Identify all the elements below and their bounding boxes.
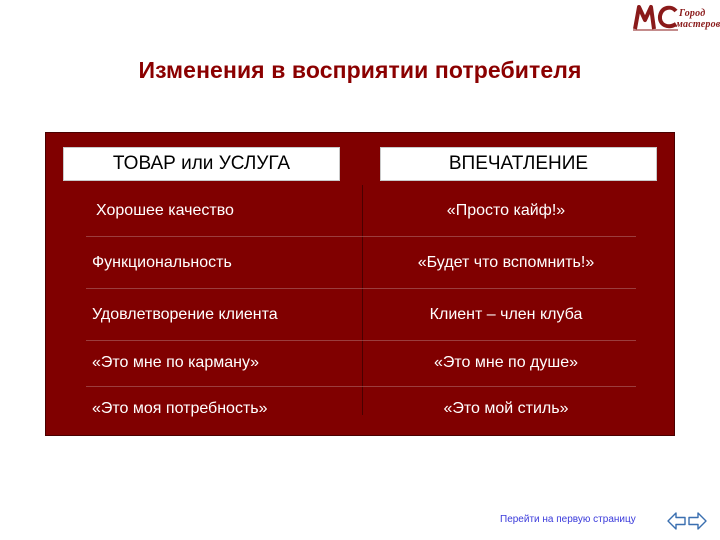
slide-title: Изменения в восприятии потребителя	[138, 57, 582, 83]
go-to-first-page-link[interactable]: Перейти на первую страницу	[500, 514, 636, 525]
row-right-cell: «Будет что вспомнить!»	[417, 254, 595, 271]
row-right-cell: Клиент – член клуба	[429, 306, 583, 323]
header-impression: ВПЕЧАТЛЕНИЕ	[380, 147, 657, 181]
table-row	[86, 237, 636, 289]
row-left-cell: Удовлетворение клиента	[92, 306, 278, 323]
logo-text-line2: мастеров	[676, 19, 720, 30]
table-row	[86, 289, 636, 341]
row-left-cell: Функциональность	[92, 254, 232, 271]
navigation-arrows	[667, 510, 707, 532]
row-left-cell: Хорошее качество	[96, 202, 234, 219]
row-left-cell: «Это моя потребность»	[92, 400, 268, 417]
header-product-service: ТОВАР или УСЛУГА	[63, 147, 340, 181]
row-left-cell: «Это мне по карману»	[92, 354, 260, 371]
row-right-cell: «Это мне по душе»	[433, 354, 579, 371]
comparison-panel	[45, 132, 675, 436]
logo-text-line1: Город	[679, 8, 706, 19]
arrow-left-outline-icon[interactable]	[667, 510, 687, 532]
row-right-cell: «Это мой стиль»	[443, 400, 569, 417]
company-logo	[632, 2, 718, 32]
table-row	[86, 185, 636, 237]
table-row	[86, 339, 636, 387]
table-row	[86, 387, 636, 431]
arrow-right-outline-icon[interactable]	[687, 510, 707, 532]
row-right-cell: «Просто кайф!»	[446, 202, 566, 219]
